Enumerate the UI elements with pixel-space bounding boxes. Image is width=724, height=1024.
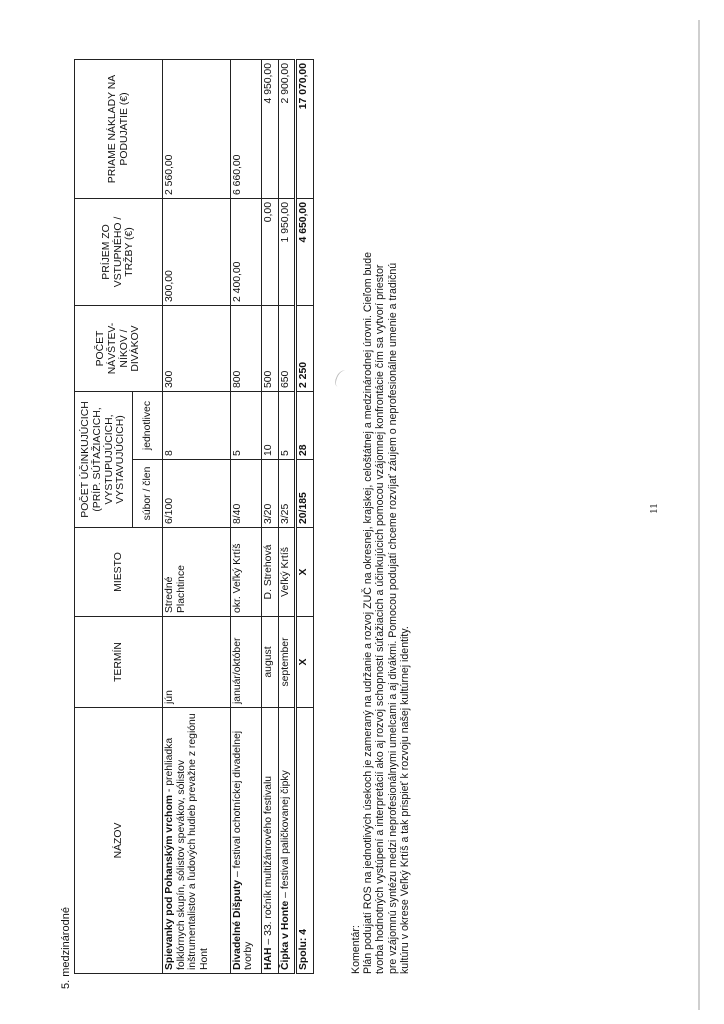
event-name [262,708,279,974]
header-prijem: PRÍJEM ZO VSTUPNÉHO / TRŽBY (€) [75,199,163,306]
header-jednotlivec: jednotlivec [133,392,163,460]
event-name-rest: – festival paličkovanej čipky [279,770,291,901]
header-pocet-navstevnikov: POČET NÁVŠTEV-NÍKOV / DIVÁKOV [75,306,163,392]
event-miesto: Veľký Krtíš [278,528,296,617]
table-row [230,60,262,974]
event-prijem: 300,00 [163,199,231,306]
header-pocet-ucinkujucich: POČET ÚČINKUJÚCICH (PRÍP. SÚŤAŽIACICH, VYSTUPUJÚCICH, VYSTAVUJÚCICH) [75,392,133,528]
event-termin: september [278,617,296,708]
event-name [278,708,296,974]
event-naklady: 6 660,00 [230,60,262,199]
event-name-bold: Čipka v Honte [279,900,291,970]
event-miesto: Stredné Plachtince [163,528,231,617]
event-subor: 8/40 [230,460,262,528]
comment-line: kultúru v okrese Veľký Krtíš a tak prispieť k rozvoju našej kultúrnej identity. [398,626,411,974]
section-heading: 5. medzinárodné [60,907,72,989]
total-label: Spolu: 4 [296,708,314,974]
total-row [296,60,314,974]
comment-block [350,54,411,974]
event-naklady: 2 560,00 [163,60,231,199]
events-table [74,59,314,974]
event-name-bold: HAH [263,947,275,970]
comment-line: Plán podujatí ROS na jednotlivých úsekoch je zameraný na udržanie a rozvoj ZUČ na okresnej, krajskej, celoštátnej a medzinárodnej úrovni. Cieľom bude [362,251,375,974]
header-termin: TERMÍN [75,617,163,708]
event-subor: 3/20 [262,460,279,528]
comment-line: tvorba hodnotných vystúpení a interpretácií ako aj rozvoj schopností súťažiacich a účinkujúcich pomocou vzájomnej konfrontácie čím sa vytvorí priestor [374,264,387,974]
scan-edge-line [698,20,700,1010]
event-subor: 6/100 [163,460,231,528]
total-naklady: 17 070,00 [296,60,314,199]
event-navstevnici: 800 [230,306,262,392]
page-number: 11 [648,503,660,514]
event-name-bold: Divadelné Dišputy [231,879,243,970]
event-name-rest: - prehliadka folklórnych skupín, sólistov spevákov, sólistov inštrumentalistov a ľudových hudieb prevažne z regiónu Hont [164,713,210,970]
event-miesto: D. Strehová [262,528,279,617]
comment-label: Komentár: [350,925,362,974]
header-miesto: MIESTO [75,528,163,617]
table-row [278,60,296,974]
event-prijem: 2 400,00 [230,199,262,306]
total-jednotlivec: 28 [296,392,314,460]
event-jednotlivec: 5 [278,392,296,460]
event-name-bold: Spievanky pod Pohanským vrchom [164,795,175,970]
total-prijem: 4 650,00 [296,199,314,306]
event-jednotlivec: 5 [230,392,262,460]
header-naklady: PRIAME NÁKLADY NA PODUJATIE (€) [75,60,163,199]
event-jednotlivec: 10 [262,392,279,460]
event-name [163,708,231,974]
event-prijem: 0,00 [262,199,279,306]
event-name-rest: – festival ochotníckej divadelnej tvorby [231,730,255,970]
event-naklady: 4 950,00 [262,60,279,199]
header-nazov: NÁZOV [75,708,163,974]
event-navstevnici: 500 [262,306,279,392]
total-subor: 20/185 [296,460,314,528]
total-miesto: X [296,528,314,617]
event-termin: jún [163,617,231,708]
comment-line: pre vzájomnú syntézu medzi neprofesionálnymi umelcami a aj divákmi. Pomocou podujatí chceme rozvíjať záujem o neprofesionálne umenie a tradičnú [386,262,399,974]
event-naklady: 2 900,00 [278,60,296,199]
total-navstevnici: 2 250 [296,306,314,392]
event-navstevnici: 300 [163,306,231,392]
event-name-rest: – 33. ročník multižánrového festivalu [263,775,275,948]
event-termin: august [262,617,279,708]
event-name [230,708,262,974]
scan-artifact [333,369,351,390]
event-termin: január/október [230,617,262,708]
table-row [262,60,279,974]
event-miesto: okr. Veľký Krtíš [230,528,262,617]
event-prijem: 1 950,00 [278,199,296,306]
event-navstevnici: 650 [278,306,296,392]
event-jednotlivec: 8 [163,392,231,460]
table-row [163,60,231,974]
total-termin: X [296,617,314,708]
event-subor: 3/25 [278,460,296,528]
header-subor-clen: súbor / člen [133,460,163,528]
